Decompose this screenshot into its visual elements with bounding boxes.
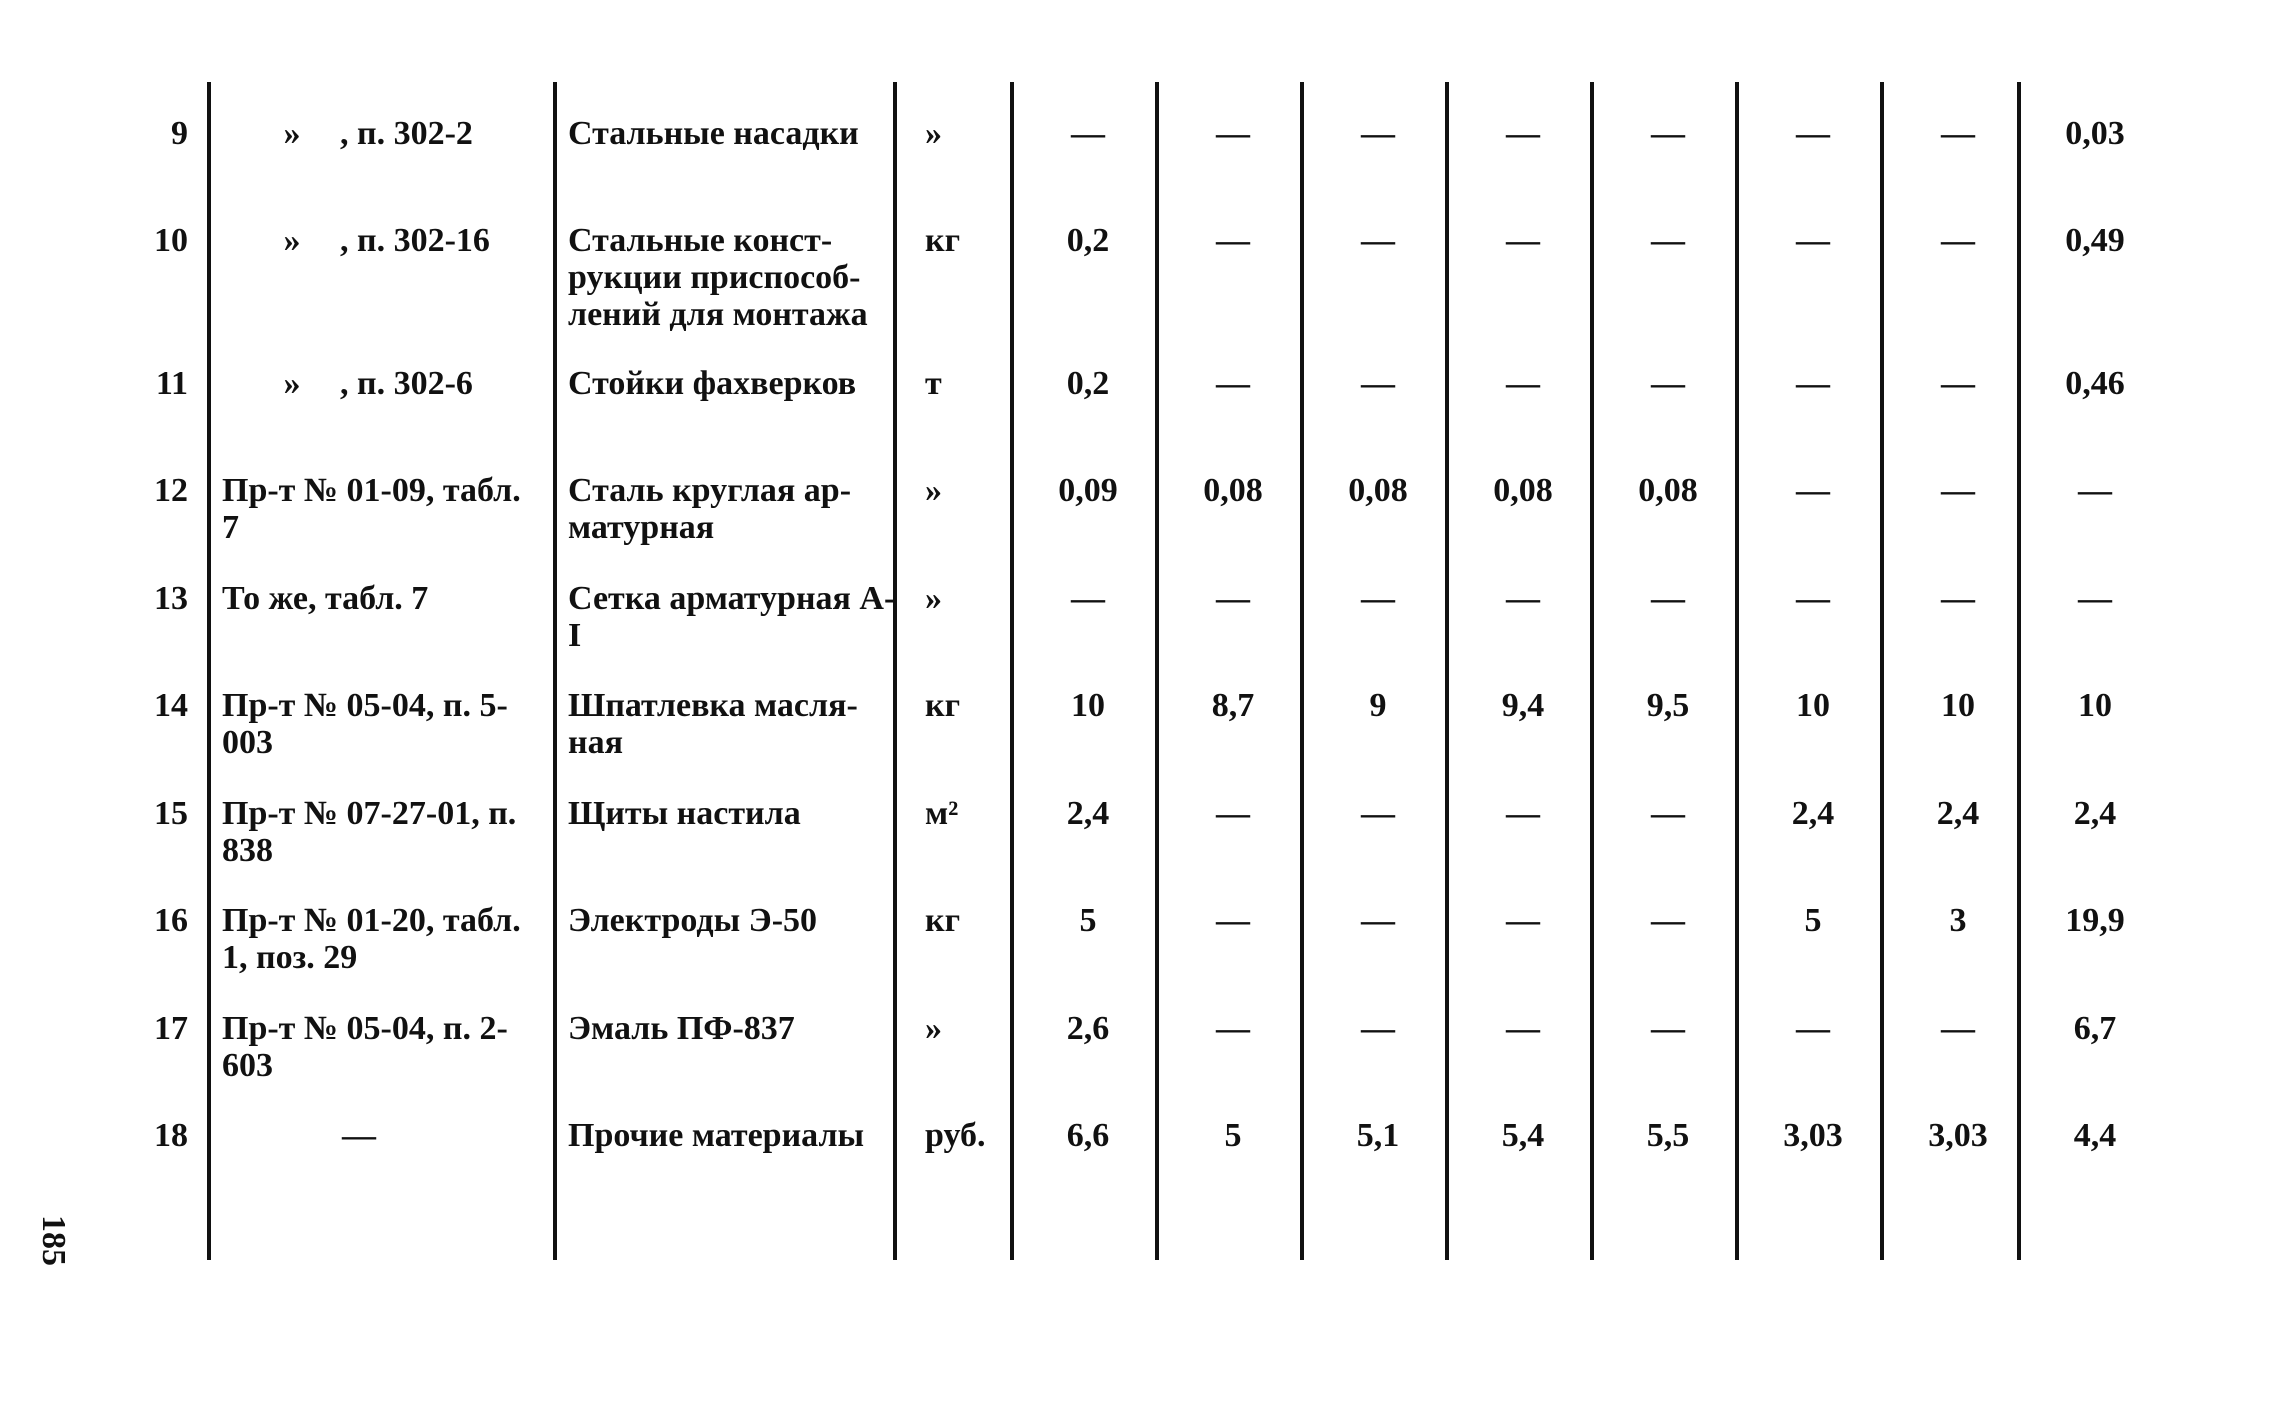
value-cell: — — [1651, 1010, 1685, 1047]
row-number: 13 — [154, 580, 188, 617]
value-cell: — — [1361, 902, 1395, 939]
reference-text: Пр-т № 01-20, табл. 1, поз. 29 — [222, 902, 521, 976]
row-number: 18 — [154, 1117, 188, 1154]
value-cell: 0,2 — [1066, 365, 1110, 402]
value-cell: 5 — [1224, 1117, 1242, 1154]
reference-text: — — [342, 1117, 376, 1154]
ditto-mark: » — [283, 222, 301, 259]
unit-cell: » — [925, 472, 942, 509]
value-cell: 5 — [1804, 902, 1822, 939]
value-cell: 10 — [1071, 687, 1105, 724]
unit-cell: » — [925, 115, 942, 152]
value-cell: — — [1651, 795, 1685, 832]
row-number: 15 — [154, 795, 188, 832]
material-name: Прочие материалы — [568, 1117, 865, 1154]
value-cell: 0,49 — [2065, 222, 2125, 259]
value-cell: 5,1 — [1356, 1117, 1400, 1154]
reference-cell — [222, 902, 532, 976]
reference-text: , п. 302-6 — [340, 365, 473, 402]
unit-cell: кг — [925, 687, 961, 724]
reference-cell — [222, 1010, 532, 1084]
value-cell: — — [1941, 472, 1975, 509]
value-cell: 19,9 — [2065, 902, 2125, 939]
value-cell: — — [1216, 902, 1250, 939]
value-cell: — — [1506, 222, 1540, 259]
unit-cell: кг — [925, 222, 961, 259]
unit-cell: » — [925, 1010, 942, 1047]
value-cell: 0,09 — [1058, 472, 1118, 509]
material-name: Стальные конст-рукции приспособ-лений для монтажа — [568, 222, 868, 333]
reference-cell — [222, 365, 542, 402]
unit-cell: » — [925, 580, 942, 617]
value-cell: 9 — [1369, 687, 1387, 724]
value-cell: — — [1796, 115, 1830, 152]
material-name: Сталь круглая ар-матурная — [568, 472, 852, 546]
value-cell: 2,6 — [1066, 1010, 1110, 1047]
value-cell: 10 — [1941, 687, 1975, 724]
reference-text: Пр-т № 01-09, табл. 7 — [222, 472, 521, 546]
value-cell: — — [1216, 365, 1250, 402]
value-cell: 6,7 — [2073, 1010, 2117, 1047]
value-cell: 0,08 — [1638, 472, 1698, 509]
unit-cell: м² — [925, 795, 959, 832]
value-cell: 0,46 — [2065, 365, 2125, 402]
value-cell: — — [1651, 580, 1685, 617]
value-cell: — — [1071, 115, 1105, 152]
value-cell: — — [1796, 365, 1830, 402]
value-cell: — — [1361, 1010, 1395, 1047]
value-cell: — — [1361, 365, 1395, 402]
reference-text: Пр-т № 05-04, п. 2-603 — [222, 1010, 508, 1084]
reference-cell — [222, 687, 532, 761]
unit-cell: т — [925, 365, 942, 402]
value-cell: 3 — [1949, 902, 1967, 939]
value-cell: — — [1361, 795, 1395, 832]
value-cell: 8,7 — [1211, 687, 1255, 724]
value-cell: 0,08 — [1348, 472, 1408, 509]
row-number: 11 — [155, 365, 188, 402]
value-cell: — — [1941, 1010, 1975, 1047]
reference-cell — [222, 115, 542, 152]
value-cell: 2,4 — [1066, 795, 1110, 832]
value-cell: 5,5 — [1646, 1117, 1690, 1154]
material-name: Стойки фахверков — [568, 365, 857, 402]
value-cell: 10 — [1796, 687, 1830, 724]
reference-cell — [222, 580, 532, 617]
value-cell: 2,4 — [1936, 795, 1980, 832]
value-cell: — — [2078, 580, 2112, 617]
value-cell: 0,03 — [2065, 115, 2125, 152]
value-cell: — — [1941, 115, 1975, 152]
value-cell: — — [1941, 365, 1975, 402]
value-cell: — — [1506, 115, 1540, 152]
value-cell: 0,08 — [1493, 472, 1553, 509]
reference-cell — [222, 795, 532, 869]
value-cell: — — [1506, 795, 1540, 832]
material-name: Эмаль ПФ-837 — [568, 1010, 795, 1047]
row-number: 16 — [154, 902, 188, 939]
value-cell: 3,03 — [1928, 1117, 1988, 1154]
row-number: 17 — [154, 1010, 188, 1047]
value-cell: — — [1506, 1010, 1540, 1047]
value-cell: — — [2078, 472, 2112, 509]
value-cell: — — [1506, 902, 1540, 939]
value-cell: 9,5 — [1646, 687, 1690, 724]
value-cell: 5 — [1079, 902, 1097, 939]
value-cell: — — [1216, 1010, 1250, 1047]
value-cell: — — [1941, 580, 1975, 617]
value-cell: — — [1216, 580, 1250, 617]
value-cell: — — [1796, 222, 1830, 259]
value-cell: — — [1796, 1010, 1830, 1047]
value-cell: — — [1071, 580, 1105, 617]
value-cell: — — [1361, 115, 1395, 152]
value-cell: — — [1796, 580, 1830, 617]
value-cell: — — [1361, 222, 1395, 259]
material-name: Стальные насадки — [568, 115, 859, 152]
value-cell: 2,4 — [1791, 795, 1835, 832]
material-name: Сетка арматурная А-I — [568, 580, 896, 654]
value-cell: 2,4 — [2073, 795, 2117, 832]
reference-cell — [222, 472, 532, 546]
unit-cell: руб. — [925, 1117, 986, 1154]
row-number: 14 — [154, 687, 188, 724]
value-cell: — — [1651, 115, 1685, 152]
value-cell: — — [1651, 222, 1685, 259]
value-cell: — — [1361, 580, 1395, 617]
reference-text: То же, табл. 7 — [222, 580, 429, 617]
value-cell: 9,4 — [1501, 687, 1545, 724]
reference-text: , п. 302-2 — [340, 115, 473, 152]
value-cell: — — [1651, 902, 1685, 939]
value-cell: 6,6 — [1066, 1117, 1110, 1154]
ditto-mark: » — [283, 115, 301, 152]
row-number: 9 — [171, 115, 188, 152]
value-cell: — — [1651, 365, 1685, 402]
column-rule — [207, 82, 211, 1260]
value-cell: 4,4 — [2073, 1117, 2117, 1154]
reference-text: , п. 302-16 — [340, 222, 490, 259]
material-name: Шпатлевка масля-ная — [568, 687, 858, 761]
value-cell: — — [1941, 222, 1975, 259]
value-cell: — — [1506, 365, 1540, 402]
value-cell: — — [1216, 795, 1250, 832]
reference-cell — [222, 222, 542, 259]
value-cell: 10 — [2078, 687, 2112, 724]
value-cell: — — [1796, 472, 1830, 509]
material-name: Щиты настила — [568, 795, 801, 832]
unit-cell: кг — [925, 902, 961, 939]
row-number: 10 — [154, 222, 188, 259]
row-number: 12 — [154, 472, 188, 509]
value-cell: 3,03 — [1783, 1117, 1843, 1154]
value-cell: 0,2 — [1066, 222, 1110, 259]
value-cell: — — [1216, 222, 1250, 259]
reference-text: Пр-т № 07-27-01, п. 838 — [222, 795, 517, 869]
ditto-mark: » — [283, 365, 301, 402]
material-name: Электроды Э-50 — [568, 902, 818, 939]
page-number: 185 — [35, 1215, 72, 1266]
value-cell: — — [1216, 115, 1250, 152]
column-rule — [553, 82, 557, 1260]
value-cell: 0,08 — [1203, 472, 1263, 509]
value-cell: 5,4 — [1501, 1117, 1545, 1154]
value-cell: — — [1506, 580, 1540, 617]
reference-text: Пр-т № 05-04, п. 5-003 — [222, 687, 508, 761]
